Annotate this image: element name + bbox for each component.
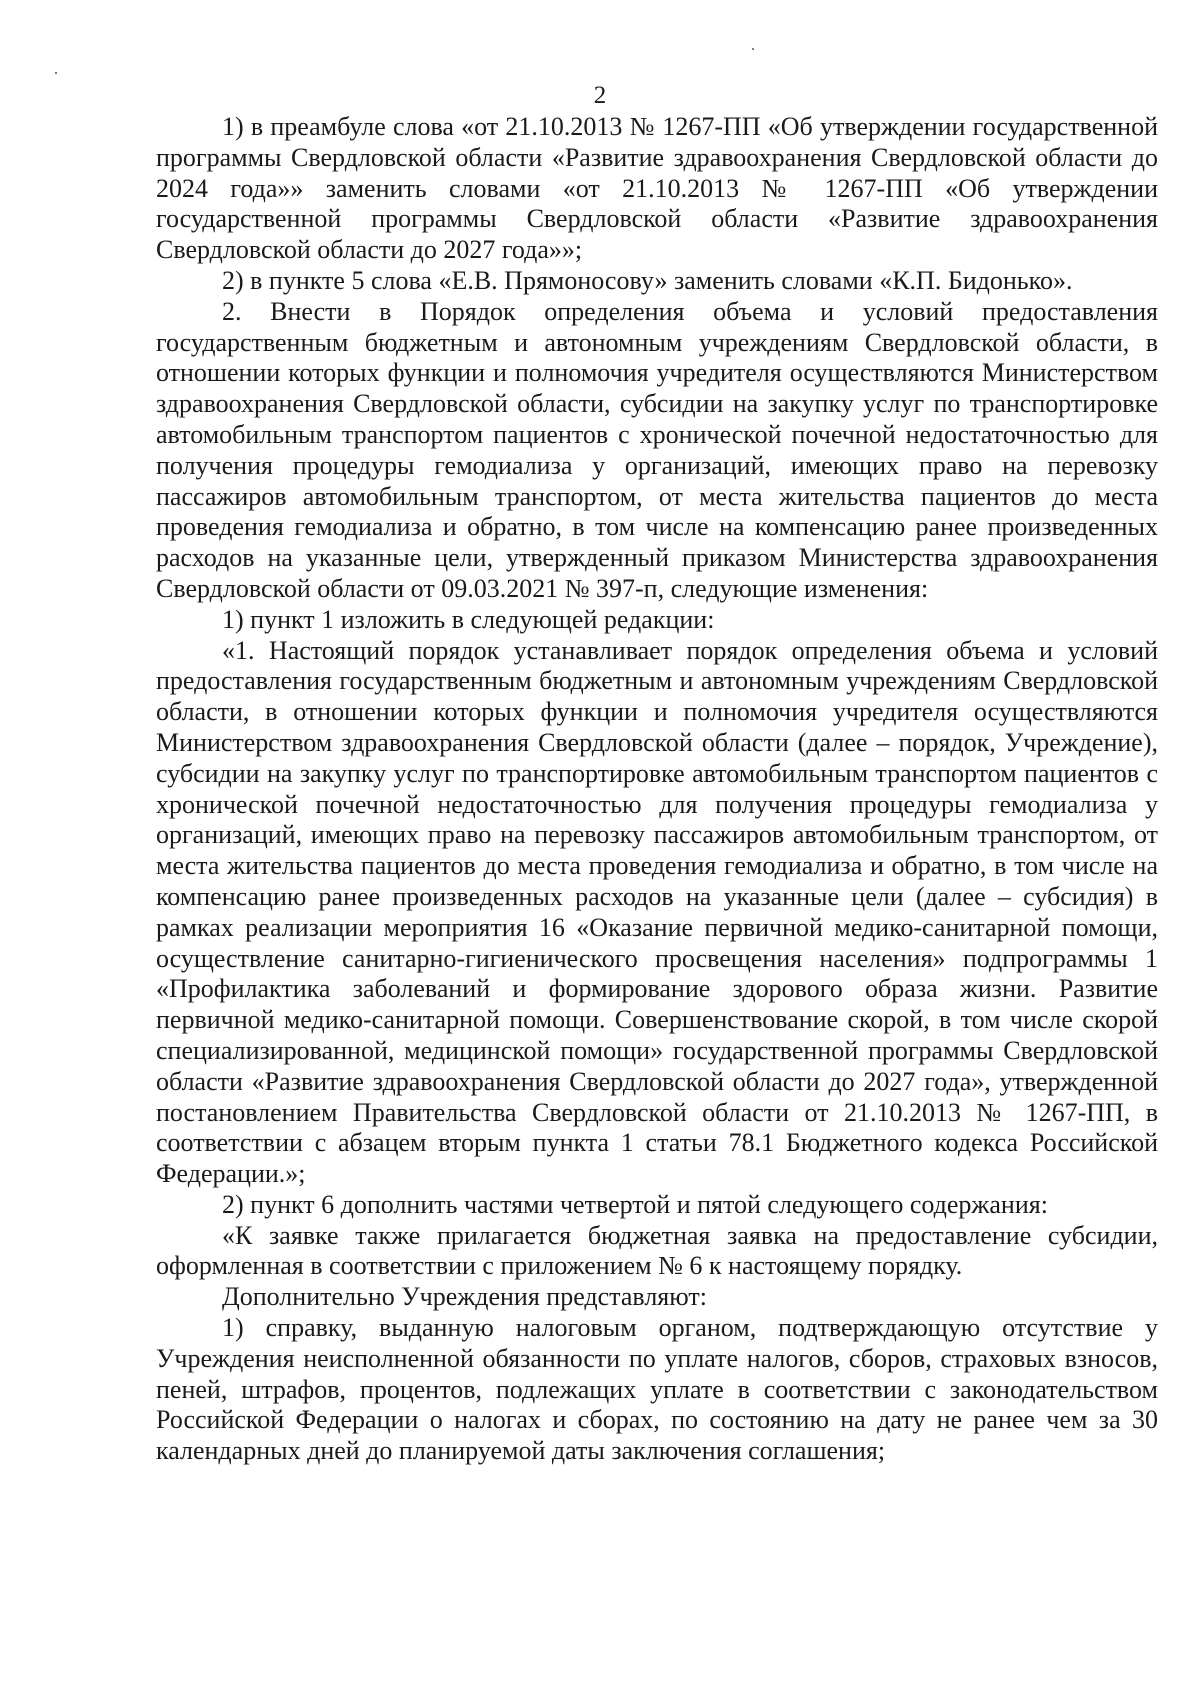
paragraph-budget-request: «К заявке также прилагается бюджетная заявка на предоставление субсидии, оформленная в соответствии с приложением № 6 к настоящему порядку. <box>156 1220 1158 1281</box>
page-number: 2 <box>593 82 607 109</box>
paragraph-tax-certificate: 1) справку, выданную налоговым органом, подтверждающую отсутствие у Учреждения неисполненной обязанности по уплате налогов, сборов, страховых взносов, пеней, штрафов, процентов, подлежащих уплате в соответствии с законодательством Российской Федерации о налогах и сборах, по состоянию на дату не ранее чем за 30 календарных дней до планируемой даты заключения соглашения; <box>156 1313 1158 1466</box>
paragraph-additional-docs: Дополнительно Учреждения представляют: <box>222 1282 707 1312</box>
paragraph-procedure-changes: 2. Внести в Порядок определения объема и условий предоставления государственным бюджетным и автономным учреждениям Свердловской области, в отношении которых функции и полномочия учредителя осуществляются Министерством здравоохранения Свердловской области, субсидии на закупку услуг по транспортировке автомобильным транспортом пациентов с хронической почечной недостаточностью для получения процедуры гемодиализа у организаций, имеющих право на перевозку пассажиров автомобильным транспортом, от места жительства пациентов до места проведения гемодиализа и обратно, в том числе на компенсацию ранее произведенных расходов на указанные цели, утвержденный приказом Министерства здравоохранения Свердловской области от 09.03.2021 № 397-п, следующие изменения: <box>156 296 1158 603</box>
paragraph-item5-amendment: 2) в пункте 5 слова «Е.В. Прямоносову» заменить словами «К.П. Бидонько». <box>222 265 1073 295</box>
paragraph-preamble-amendment: 1) в преамбуле слова «от 21.10.2013 № 1267-ПП «Об утверждении государственной программы Свердловской области «Развитие здравоохранения Свердловской области до 2024 года»» заменить словами «от 21.10.2013 № 1267-ПП «Об утверждении государственной программы Свердловской области «Развитие здравоохранения Свердловской области до 2027 года»»; <box>156 112 1158 265</box>
document-body <box>156 112 1158 1467</box>
scan-speck <box>752 48 754 50</box>
scan-speck <box>55 72 57 74</box>
paragraph-item1-text: «1. Настоящий порядок устанавливает порядок определения объема и условий предоставления государственным бюджетным и автономным учреждениям Свердловской области, в отношении которых функции и полномочия учредителя осуществляются Министерством здравоохранения Свердловской области (далее – порядок, Учреждение), субсидии на закупку услуг по транспортировке автомобильным транспортом пациентов с хронической почечной недостаточностью для получения процедуры гемодиализа у организаций, имеющих право на перевозку пассажиров автомобильным транспортом, от места жительства пациентов до места проведения гемодиализа и обратно, в том числе на компенсацию ранее произведенных расходов на указанные цели (далее – субсидия) в рамках реализации мероприятия 16 «Оказание первичной медико-санитарной помощи, осуществление санитарно-гигиенического просвещения населения» подпрограммы 1 «Профилактика заболеваний и формирование здорового образа жизни. Развитие первичной медико-санитарной помощи. Совершенствование скорой, в том числе скорой специализированной, медицинской помощи» государственной программы Свердловской области «Развитие здравоохранения Свердловской области до 2027 года», утвержденной постановлением Правительства Свердловской области от 21.10.2013 № 1267-ПП, в соответствии с абзацем вторым пункта 1 статьи 78.1 Бюджетного кодекса Российской Федерации.»; <box>156 635 1158 1189</box>
paragraph-item1-intro: 1) пункт 1 изложить в следующей редакции: <box>222 604 715 634</box>
paragraph-item6-intro: 2) пункт 6 дополнить частями четвертой и пятой следующего содержания: <box>222 1189 1048 1219</box>
